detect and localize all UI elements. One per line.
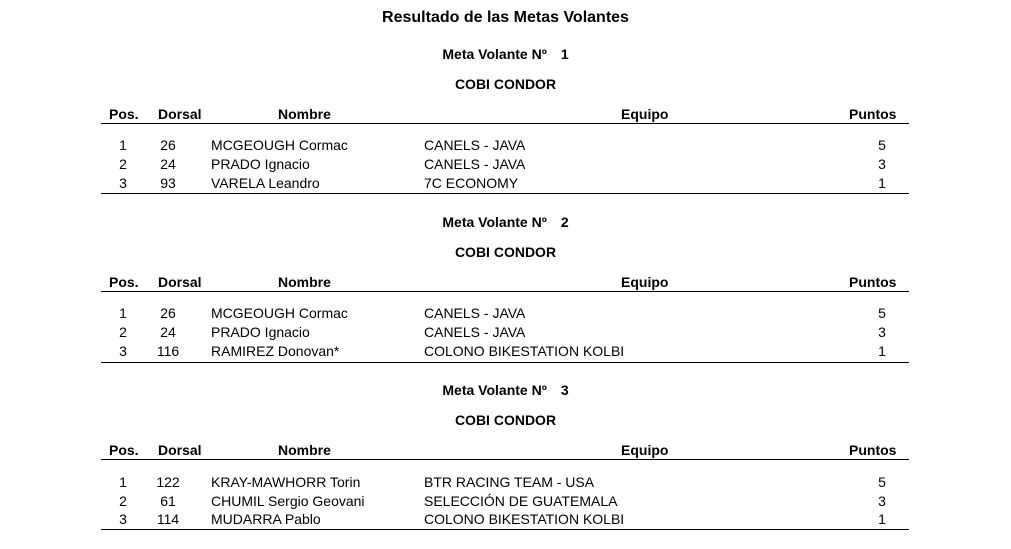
table-row [0,155,1011,174]
cell-pos: 3 [119,511,127,527]
cell-nombre: VARELA Leandro [211,175,320,191]
cell-dorsal: 24 [160,324,176,340]
header-dorsal: Dorsal [158,442,202,458]
meta-volante-heading [0,381,1011,399]
cell-pos: 3 [119,343,127,359]
cell-dorsal: 24 [160,156,176,172]
header-divider [101,291,909,292]
cell-nombre: MUDARRA Pablo [211,511,321,527]
header-divider [101,459,909,460]
cell-equipo: COLONO BIKESTATION KOLBI [424,511,625,527]
cell-pos: 1 [119,305,127,321]
meta-volante-label: Meta Volante Nº [442,214,547,230]
header-equipo: Equipo [621,274,669,290]
table-bottom-divider [101,193,909,194]
cell-equipo: CANELS - JAVA [424,324,526,340]
meta-volante-label: Meta Volante Nº [442,46,547,62]
table-bottom-divider [101,362,909,363]
meta-volante-number: 3 [560,382,569,398]
header-equipo: Equipo [621,442,669,458]
meta-volante-heading [0,213,1011,231]
cell-puntos: 5 [878,305,886,321]
cell-equipo: CANELS - JAVA [424,156,526,172]
cell-dorsal: 122 [156,474,180,490]
table-row [0,492,1011,511]
header-equipo: Equipo [621,106,669,122]
cell-puntos: 3 [878,324,886,340]
cell-nombre: PRADO Ignacio [211,156,310,172]
header-nombre: Nombre [278,274,331,290]
cell-equipo: CANELS - JAVA [424,305,526,321]
cell-nombre: KRAY-MAWHORR Torin [211,474,361,490]
cell-pos: 2 [119,493,127,509]
cell-puntos: 5 [878,474,886,490]
cell-dorsal: 114 [156,511,180,527]
header-nombre: Nombre [278,106,331,122]
cell-equipo: BTR RACING TEAM - USA [424,474,595,490]
cell-nombre: CHUMIL Sergio Geovani [211,493,365,509]
table-bottom-divider [101,529,909,530]
header-pos: Pos. [109,442,139,458]
cell-puntos: 1 [878,175,886,191]
cell-puntos: 1 [878,343,886,359]
cell-dorsal: 26 [160,137,176,153]
cell-equipo: SELECCIÓN DE GUATEMALA [424,493,618,509]
header-puntos: Puntos [849,274,897,290]
table-row [0,323,1011,342]
header-dorsal: Dorsal [158,274,202,290]
cell-equipo: 7C ECONOMY [424,175,519,191]
cell-nombre: MCGEOUGH Cormac [211,137,348,153]
table-row [0,510,1011,529]
cell-puntos: 3 [878,493,886,509]
table-row [0,473,1011,492]
cell-pos: 2 [119,324,127,340]
cell-puntos: 3 [878,156,886,172]
meta-volante-section-2 [0,213,1011,381]
meta-volante-number: 1 [560,46,569,62]
cell-dorsal: 93 [160,175,176,191]
meta-volante-section-3 [0,381,1011,549]
cell-nombre: PRADO Ignacio [211,324,310,340]
cell-nombre: MCGEOUGH Cormac [211,305,348,321]
cell-puntos: 1 [878,511,886,527]
header-pos: Pos. [109,274,139,290]
cell-pos: 1 [119,474,127,490]
meta-location: COBI CONDOR [454,412,557,428]
header-puntos: Puntos [849,106,897,122]
cell-pos: 3 [119,175,127,191]
meta-volante-section-1 [0,45,1011,213]
header-divider [101,123,909,124]
table-row [0,136,1011,155]
header-puntos: Puntos [849,442,897,458]
header-nombre: Nombre [278,442,331,458]
cell-dorsal: 61 [160,493,176,509]
cell-dorsal: 26 [160,305,176,321]
table-row [0,304,1011,323]
cell-equipo: CANELS - JAVA [424,137,526,153]
meta-location: COBI CONDOR [454,244,557,260]
cell-pos: 2 [119,156,127,172]
table-row [0,342,1011,361]
cell-equipo: COLONO BIKESTATION KOLBI [424,343,625,359]
header-dorsal: Dorsal [158,106,202,122]
page-title: Resultado de las Metas Volantes [382,9,629,26]
header-pos: Pos. [109,106,139,122]
cell-pos: 1 [119,137,127,153]
meta-volante-heading [0,45,1011,63]
meta-volante-number: 2 [560,214,569,230]
cell-nombre: RAMIREZ Donovan* [211,343,340,359]
cell-puntos: 5 [878,137,886,153]
cell-dorsal: 116 [156,343,180,359]
meta-volante-label: Meta Volante Nº [442,382,547,398]
meta-location: COBI CONDOR [454,76,557,92]
table-row [0,174,1011,191]
